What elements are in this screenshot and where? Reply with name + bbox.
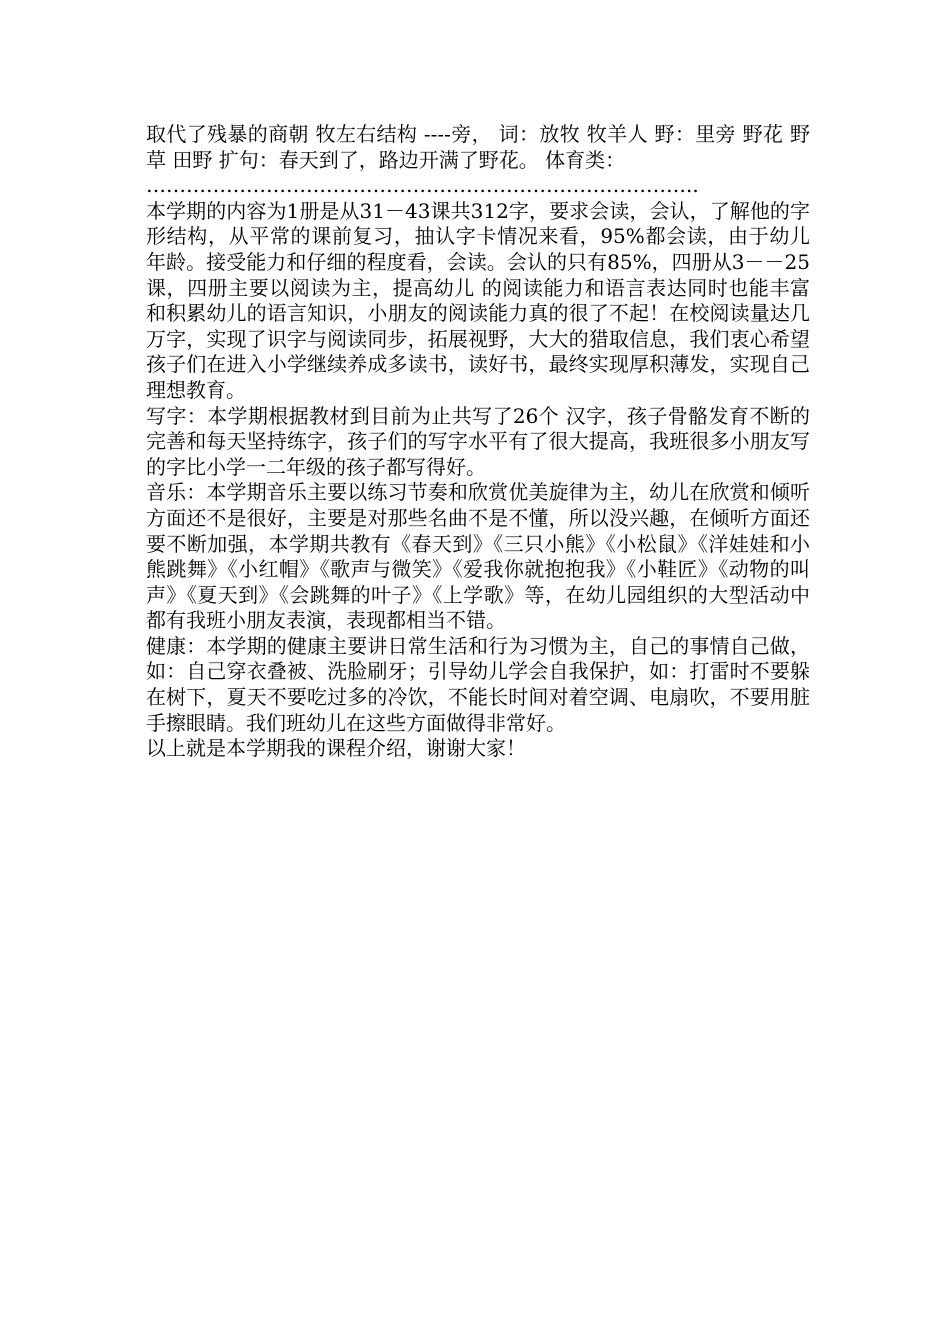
paragraph-music: 音乐：本学期音乐主要以练习节奏和欣赏优美旋律为主，幼儿在欣赏和倾听方面还不是很好，主要是对那些名曲不是不懂，所以没兴趣，在倾听方面还要不断加强，本学期共教有《春天到》《三只小熊》《小松鼠》《洋娃娃和小熊跳舞》《小红帽》《歌声与微笑》《爱我你就抱抱我》《小鞋匠》《动物的叫声》《夏天到》《会跳舞的叶子》《上学歌》等，在幼儿园组织的大型活动中都有我班小朋友表演，表现都相当不错。 (146, 480, 810, 633)
paragraph-reading: 本学期的内容为1册是从31－43课共312字，要求会读，会认，了解他的字形结构，从平常的课前复习，抽认字卡情况来看，95%都会读，由于幼儿 年龄。接受能力和仔细的程度看，会读。会认的只有85%，四册从3－－25课，四册主要以阅读为主，提高幼儿 的阅读能力和语言表达同时也能丰富和积累幼儿的语言知识，小朋友的阅读能力真的很了不起！在校阅读量达几万字，实现了识字与阅读同步，拓展视野，大大的猎取信息，我们衷心希望孩子们在进入小学继续养成多读书，读好书，最终实现厚积薄发，实现自己理想教育。 (146, 198, 810, 402)
document-body (146, 122, 810, 762)
dotted-leader-line: ……………………………………………………………………….. (146, 173, 699, 198)
paragraph-health: 健康：本学期的健康主要讲日常生活和行为习惯为主，自己的事情自己做，如：自己穿衣叠被、洗脸刷牙；引导幼儿学会自我保护，如：打雷时不要躲在树下，夏天不要吃过多的冷饮，不能长时间对着空调、电扇吹，不要用脏手擦眼睛。我们班幼儿在这些方面做得非常好。 (146, 633, 810, 735)
paragraph-writing: 写字：本学期根据教材到目前为止共写了26个 汉字，孩子骨骼发育不断的完善和每天坚持练字，孩子们的写字水平有了很大提高，我班很多小朋友写的字比小学一二年级的孩子都写得好。 (146, 403, 810, 479)
paragraph-closing: 以上就是本学期我的课程介绍，谢谢大家！ (146, 736, 526, 761)
paragraph-intro: 取代了残暴的商朝 牧左右结构 ----旁， 词：放牧 牧羊人 野：里旁 野花 野草 田野 扩句：春天到了，路边开满了野花。 体育类： (146, 122, 810, 172)
